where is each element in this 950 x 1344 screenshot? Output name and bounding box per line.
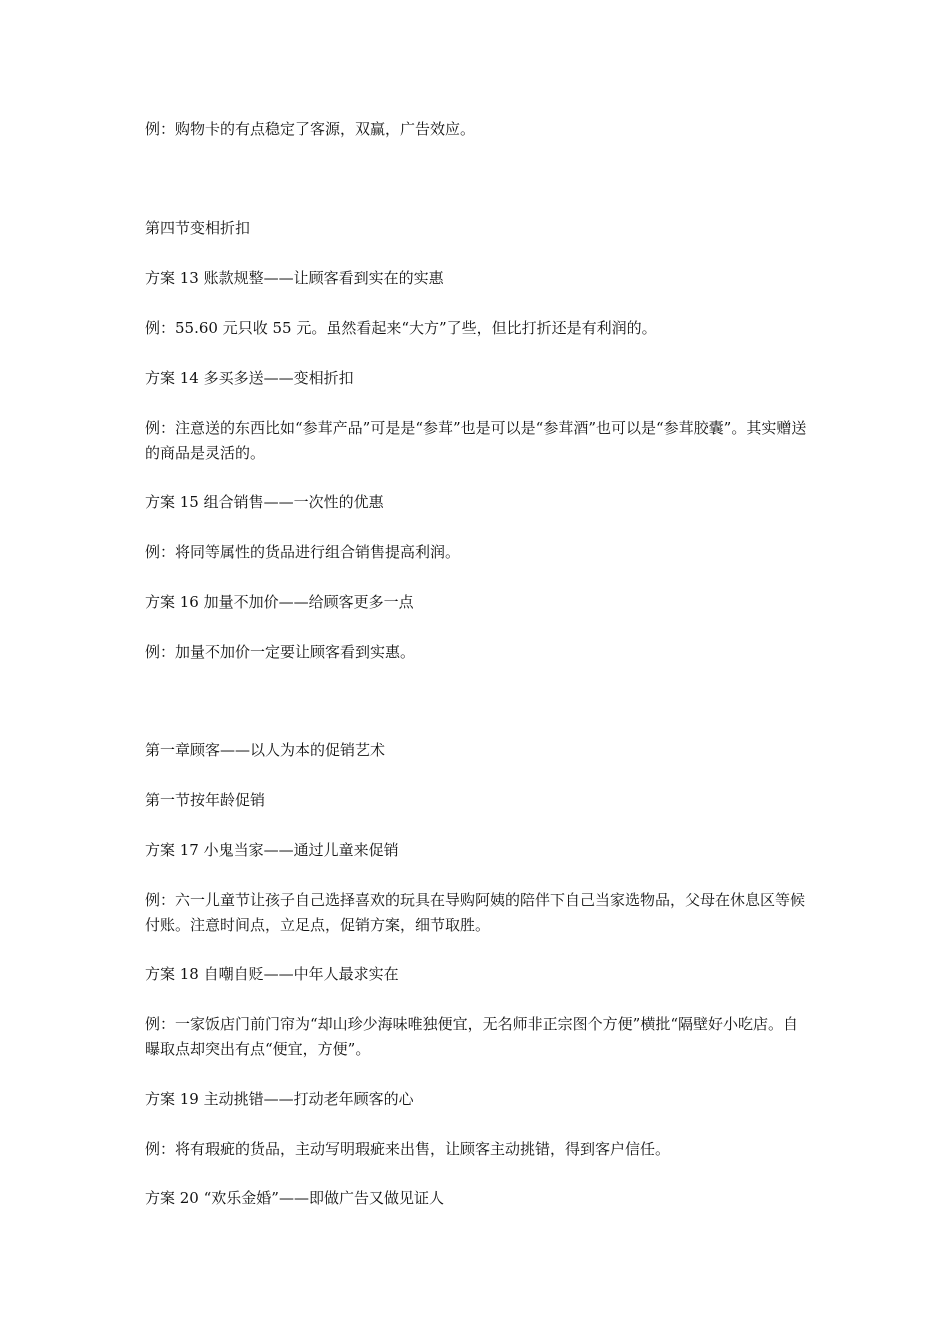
plan-heading: 方案 15 组合销售——一次性的优惠	[145, 493, 384, 511]
example-text: 例：六一儿童节让孩子自己选择喜欢的玩具在导购阿姨的陪伴下自己当家选物品，父母在休息区等候付账。注意时间点，立足点，促销方案，细节取胜。	[145, 891, 806, 934]
example-text: 例：加量不加价一定要让顾客看到实惠。	[145, 643, 416, 661]
example-text: 例：注意送的东西比如“参茸产品”可是是“参茸”也是可以是“参茸酒”也可以是“参茸胶囊”。其实赠送的商品是灵活的。	[145, 419, 807, 462]
example-text: 例：一家饭店门前门帘为“却山珍少海味唯独便宜，无名师非正宗图个方便”横批“隔壁好小吃店。自曝取点却突出有点“便宜，方便”。	[145, 1015, 799, 1058]
example-text: 例：购物卡的有点稳定了客源，双赢，广告效应。	[145, 120, 476, 138]
plan-heading: 方案 14 多买多送——变相折扣	[145, 369, 354, 387]
plan-heading: 方案 18 自嘲自贬——中年人最求实在	[145, 965, 399, 983]
example-text: 例：55.60 元只收 55 元。虽然看起来“大方”了些，但比打折还是有利润的。	[145, 319, 657, 337]
example-text: 例：将同等属性的货品进行组合销售提高利润。	[145, 543, 461, 561]
plan-heading: 方案 17 小鬼当家——通过儿童来促销	[145, 841, 399, 859]
section-heading: 第四节变相折扣	[145, 219, 251, 237]
document-page	[145, 0, 810, 1344]
plan-heading: 方案 20 “欢乐金婚”——即做广告又做见证人	[145, 1189, 444, 1207]
section-heading: 第一节按年龄促销	[145, 791, 266, 809]
example-text: 例：将有瑕疵的货品，主动写明瑕疵来出售，让顾客主动挑错，得到客户信任。	[145, 1140, 671, 1158]
plan-heading: 方案 16 加量不加价——给顾客更多一点	[145, 593, 414, 611]
chapter-heading: 第一章顾客——以人为本的促销艺术	[145, 741, 386, 759]
plan-heading: 方案 19 主动挑错——打动老年顾客的心	[145, 1090, 414, 1108]
plan-heading: 方案 13 账款规整——让顾客看到实在的实惠	[145, 269, 444, 287]
